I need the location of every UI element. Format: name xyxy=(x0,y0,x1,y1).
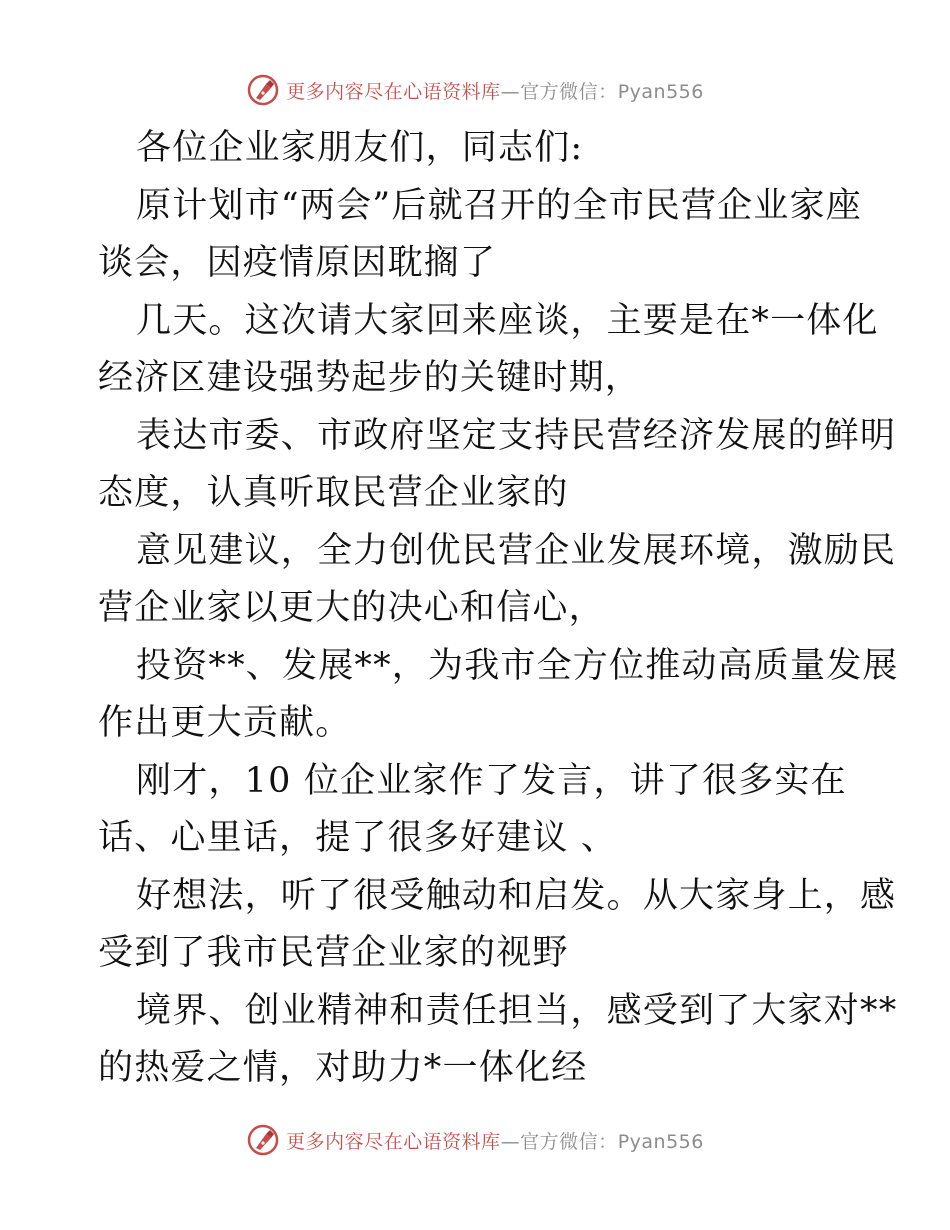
paragraph-line: 好想法，听了很受触动和启发。从大家身上，感 xyxy=(136,875,897,916)
paragraph-line: 的热爱之情，对助力*一体化经 xyxy=(98,1048,588,1088)
watermark-wechat-id: Pyan556 xyxy=(617,80,704,103)
header-watermark xyxy=(0,70,950,110)
paragraph-line: 态度，认真听取民营企业家的 xyxy=(98,473,569,513)
pen-nib-icon xyxy=(246,73,280,107)
watermark-separator: — xyxy=(500,1130,521,1153)
paragraph-line: 几天。这次请大家回来座谈，主要是在*一体化 xyxy=(136,300,879,341)
watermark-text xyxy=(286,77,704,104)
paragraph-line: 原计划市“两会”后就召开的全市民营企业家座 xyxy=(136,185,862,226)
paragraph-line: 作出更大贡献。 xyxy=(98,703,352,743)
watermark-text xyxy=(286,1127,704,1154)
paragraph-line: 受到了我市民营企业家的视野 xyxy=(98,933,569,973)
watermark-brand: 更多内容尽在心语资料库 xyxy=(286,1130,501,1153)
watermark-separator: — xyxy=(500,80,521,103)
watermark-wechat-label: 官方微信： xyxy=(520,1130,618,1153)
footer-watermark xyxy=(0,1120,950,1160)
paragraph-line: 表达市委、市政府坚定支持民营经济发展的鲜明 xyxy=(136,415,897,456)
watermark-wechat-id: Pyan556 xyxy=(617,1130,704,1153)
paragraph-line: 境界、创业精神和责任担当，感受到了大家对** xyxy=(136,990,898,1031)
document-body xyxy=(98,120,899,1098)
paragraph-line: 经济区建设强势起步的关键时期， xyxy=(98,358,642,398)
watermark-brand: 更多内容尽在心语资料库 xyxy=(286,80,501,103)
paragraph-line: 意见建议，全力创优民营企业发展环境，激励民 xyxy=(136,530,897,571)
paragraph-line: 刚才，10 位企业家作了发言，讲了很多实在 xyxy=(136,760,847,801)
paragraph-line: 各位企业家朋友们，同志们: xyxy=(136,128,584,168)
paragraph-line: 投资**、发展**，为我市全方位推动高质量发展 xyxy=(136,645,899,686)
paragraph-line: 谈会，因疫情原因耽搁了 xyxy=(98,243,497,283)
paragraph-line: 营企业家以更大的决心和信心， xyxy=(98,588,605,628)
watermark-wechat-label: 官方微信： xyxy=(520,80,618,103)
paragraph-line: 话、心里话，提了很多好建议 、 xyxy=(98,818,618,858)
pen-nib-icon xyxy=(246,1123,280,1157)
